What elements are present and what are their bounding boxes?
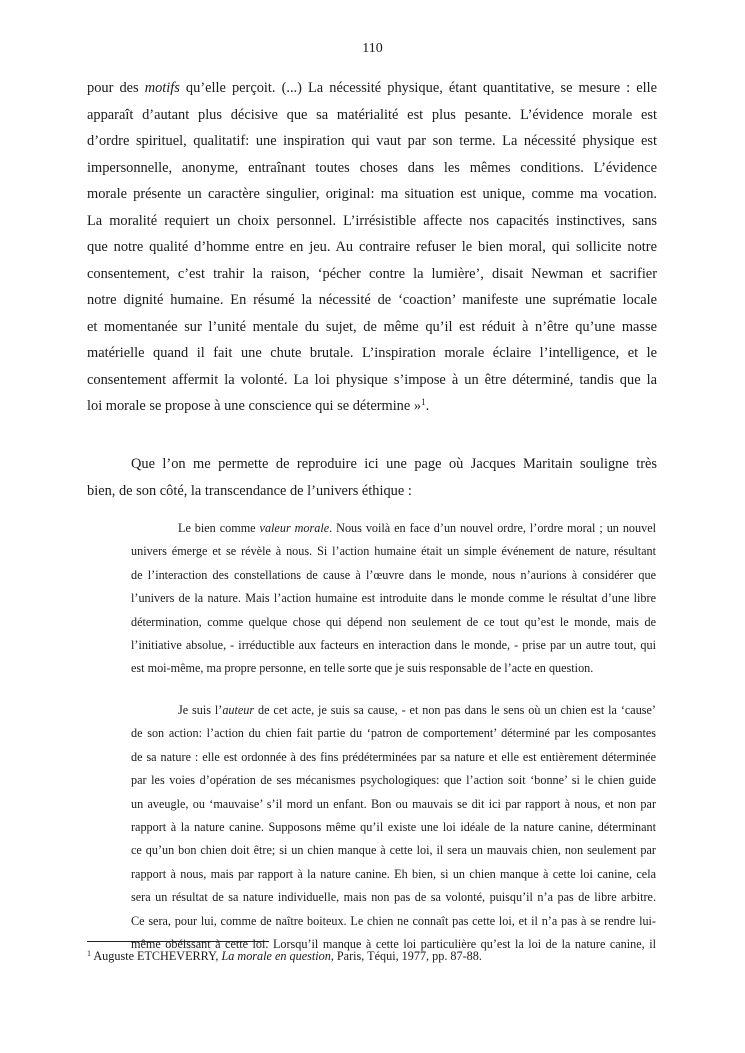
emphasis: valeur morale [259, 521, 330, 535]
text-line: loi morale se propose à une conscience qui se détermine »$^1$. [87, 397, 430, 414]
text-line: Que l’on me permette de reproduire ici une page où Jacques Maritain souligne très [131, 456, 657, 472]
quote-line: de son action: l’action du chien fait partie du ‘patron de comportement’ déterminé par les composantes [131, 726, 656, 741]
text-line: matérielle quand il fait une chute brutale. L’inspiration morale éclaire l’intelligence, et le [87, 345, 657, 361]
quote-line: rapport à nous, mais par rapport à la nature canine. Eh bien, si un chien manque à cette loi canine, cela [131, 866, 656, 881]
footnote-author: Auguste ETCHEVERRY, [91, 949, 222, 963]
text-line: que notre qualité d’homme entre en jeu. Au contraire refuser le bien moral, qui sollicite notre [87, 239, 657, 255]
text-line: bien, de son côté, la transcendance de l’univers éthique : [87, 482, 412, 499]
text-line: notre dignité humaine. En résumé la nécessité de ‘coaction’ manifeste une suprématie locale [87, 292, 657, 308]
quote-line: l’initiative absolue, - irréductible aux facteurs en interaction dans le monde, - prise par un autre tout, qui [131, 638, 656, 653]
page-number: 110 [362, 41, 383, 56]
quote-line: l’univers de la nature. Mais l’action humaine est introduite dans le monde comme le résultat d’une libre [131, 591, 656, 606]
text-line: morale présente un caractère singulier, original: ma situation est unique, comme ma vocation. [87, 186, 657, 202]
footnote-ref[interactable]: 1 [421, 397, 426, 407]
quote-line: Ce sera, pour lui, comme de naître boiteux. Le chien ne connaît pas cette loi, et il n’a pas à se rendre lui- [131, 913, 656, 928]
text-line: d’ordre spirituel, qualitatif: une inspiration qui vaut par son terme. La nécessité physique est [87, 133, 657, 149]
quote-line: sera un résultat de sa nature individuelle, mais non pas de sa volonté, puisqu’il n’a pas de libre arbitre. [131, 890, 656, 905]
quote-line: ce qu’un bon chien doit être; si un chien manque à cette loi, il sera un mauvais chien, non seulement par [131, 843, 656, 858]
quote-line: rapport à la nature canine. Supposons même qu’il existe une loi idéale de la nature canine, déterminant [131, 820, 656, 835]
text-line: La moralité requiert un choix personnel. L’irrésistible affecte nos capacités instinctives, sans [87, 212, 657, 229]
intro-paragraph [87, 451, 657, 504]
text-line: apparaît d’autant plus décisive que sa matérialité est plus pesante. L’évidence morale est [87, 106, 657, 123]
footnote [87, 948, 482, 964]
block-quote-2 [131, 699, 656, 956]
text-line: consentement, c’est trahir la raison, ‘pécher contre la lumière’, disait Newman et sacrifier [87, 265, 657, 282]
block-quote-1 [131, 517, 656, 681]
quote-line: de sa nature : elle est ordonnée à des fins prédéterminées par sa nature et elle est entièrement déterminée [131, 749, 656, 764]
main-paragraph [87, 75, 657, 420]
footnote-title: La morale en question [221, 949, 331, 963]
text-line: impersonnelle, anonyme, entraînant toutes choses dans les mêmes conditions. L’évidence [87, 159, 657, 176]
quote-line: de l’interaction des constellations de cause à l’œuvre dans le monde, nous n’aurions à considérer que [131, 567, 656, 582]
quote-line: univers émerge et se révèle à nous. Si l’action humaine était un simple événement de nature, résultant [131, 544, 656, 559]
emphasis: auteur [222, 703, 255, 717]
quote-line: même obéissant à cette loi. Lorsqu’il manque à cette loi particulière qu’est la loi de la nature canine, il [131, 937, 656, 952]
quote-line: un aveugle, ou ‘mauvaise’ s’il mord un enfant. Bon ou mauvais se dit ici par rapport à nous, et non par [131, 796, 656, 811]
emphasis: motifs [144, 80, 180, 96]
quote-line: Le bien comme valeur morale. Nous voilà en face d’un nouvel ordre, l’ordre moral ; un nouvel [178, 521, 656, 535]
quote-line: est moi-même, ma propre personne, en telle sorte que je suis responsable de l’acte en question. [131, 661, 594, 676]
quote-line: par les voies d’opération de ses mécanismes psychologiques: que l’action soit ‘bonne’ si le chien guide [131, 773, 656, 788]
footnote-marker: 1 [87, 949, 91, 958]
footnote-rest: , Paris, Téqui, 1977, pp. 87-88. [330, 949, 482, 963]
text-line: et momentanée sur l’unité mentale du sujet, de même qu’il est réduit à n’être qu’une masse [87, 318, 657, 335]
quote-line: détermination, comme quelque chose qui dépend non seulement de ce tout qu’est le monde, mais de [131, 614, 656, 629]
quote-line: Je suis l’auteur de cet acte, je suis sa cause, - et non pas dans le sens où un chien est la ‘cause’ [178, 703, 656, 717]
text-line: pour des motifs qu’elle perçoit. (...) La nécessité physique, étant quantitative, se mesure : elle [87, 80, 657, 96]
footnote-rule [87, 941, 269, 942]
text-line: consentement affermit la volonté. La loi physique s’impose à un être déterminé, tandis que la [87, 371, 657, 388]
